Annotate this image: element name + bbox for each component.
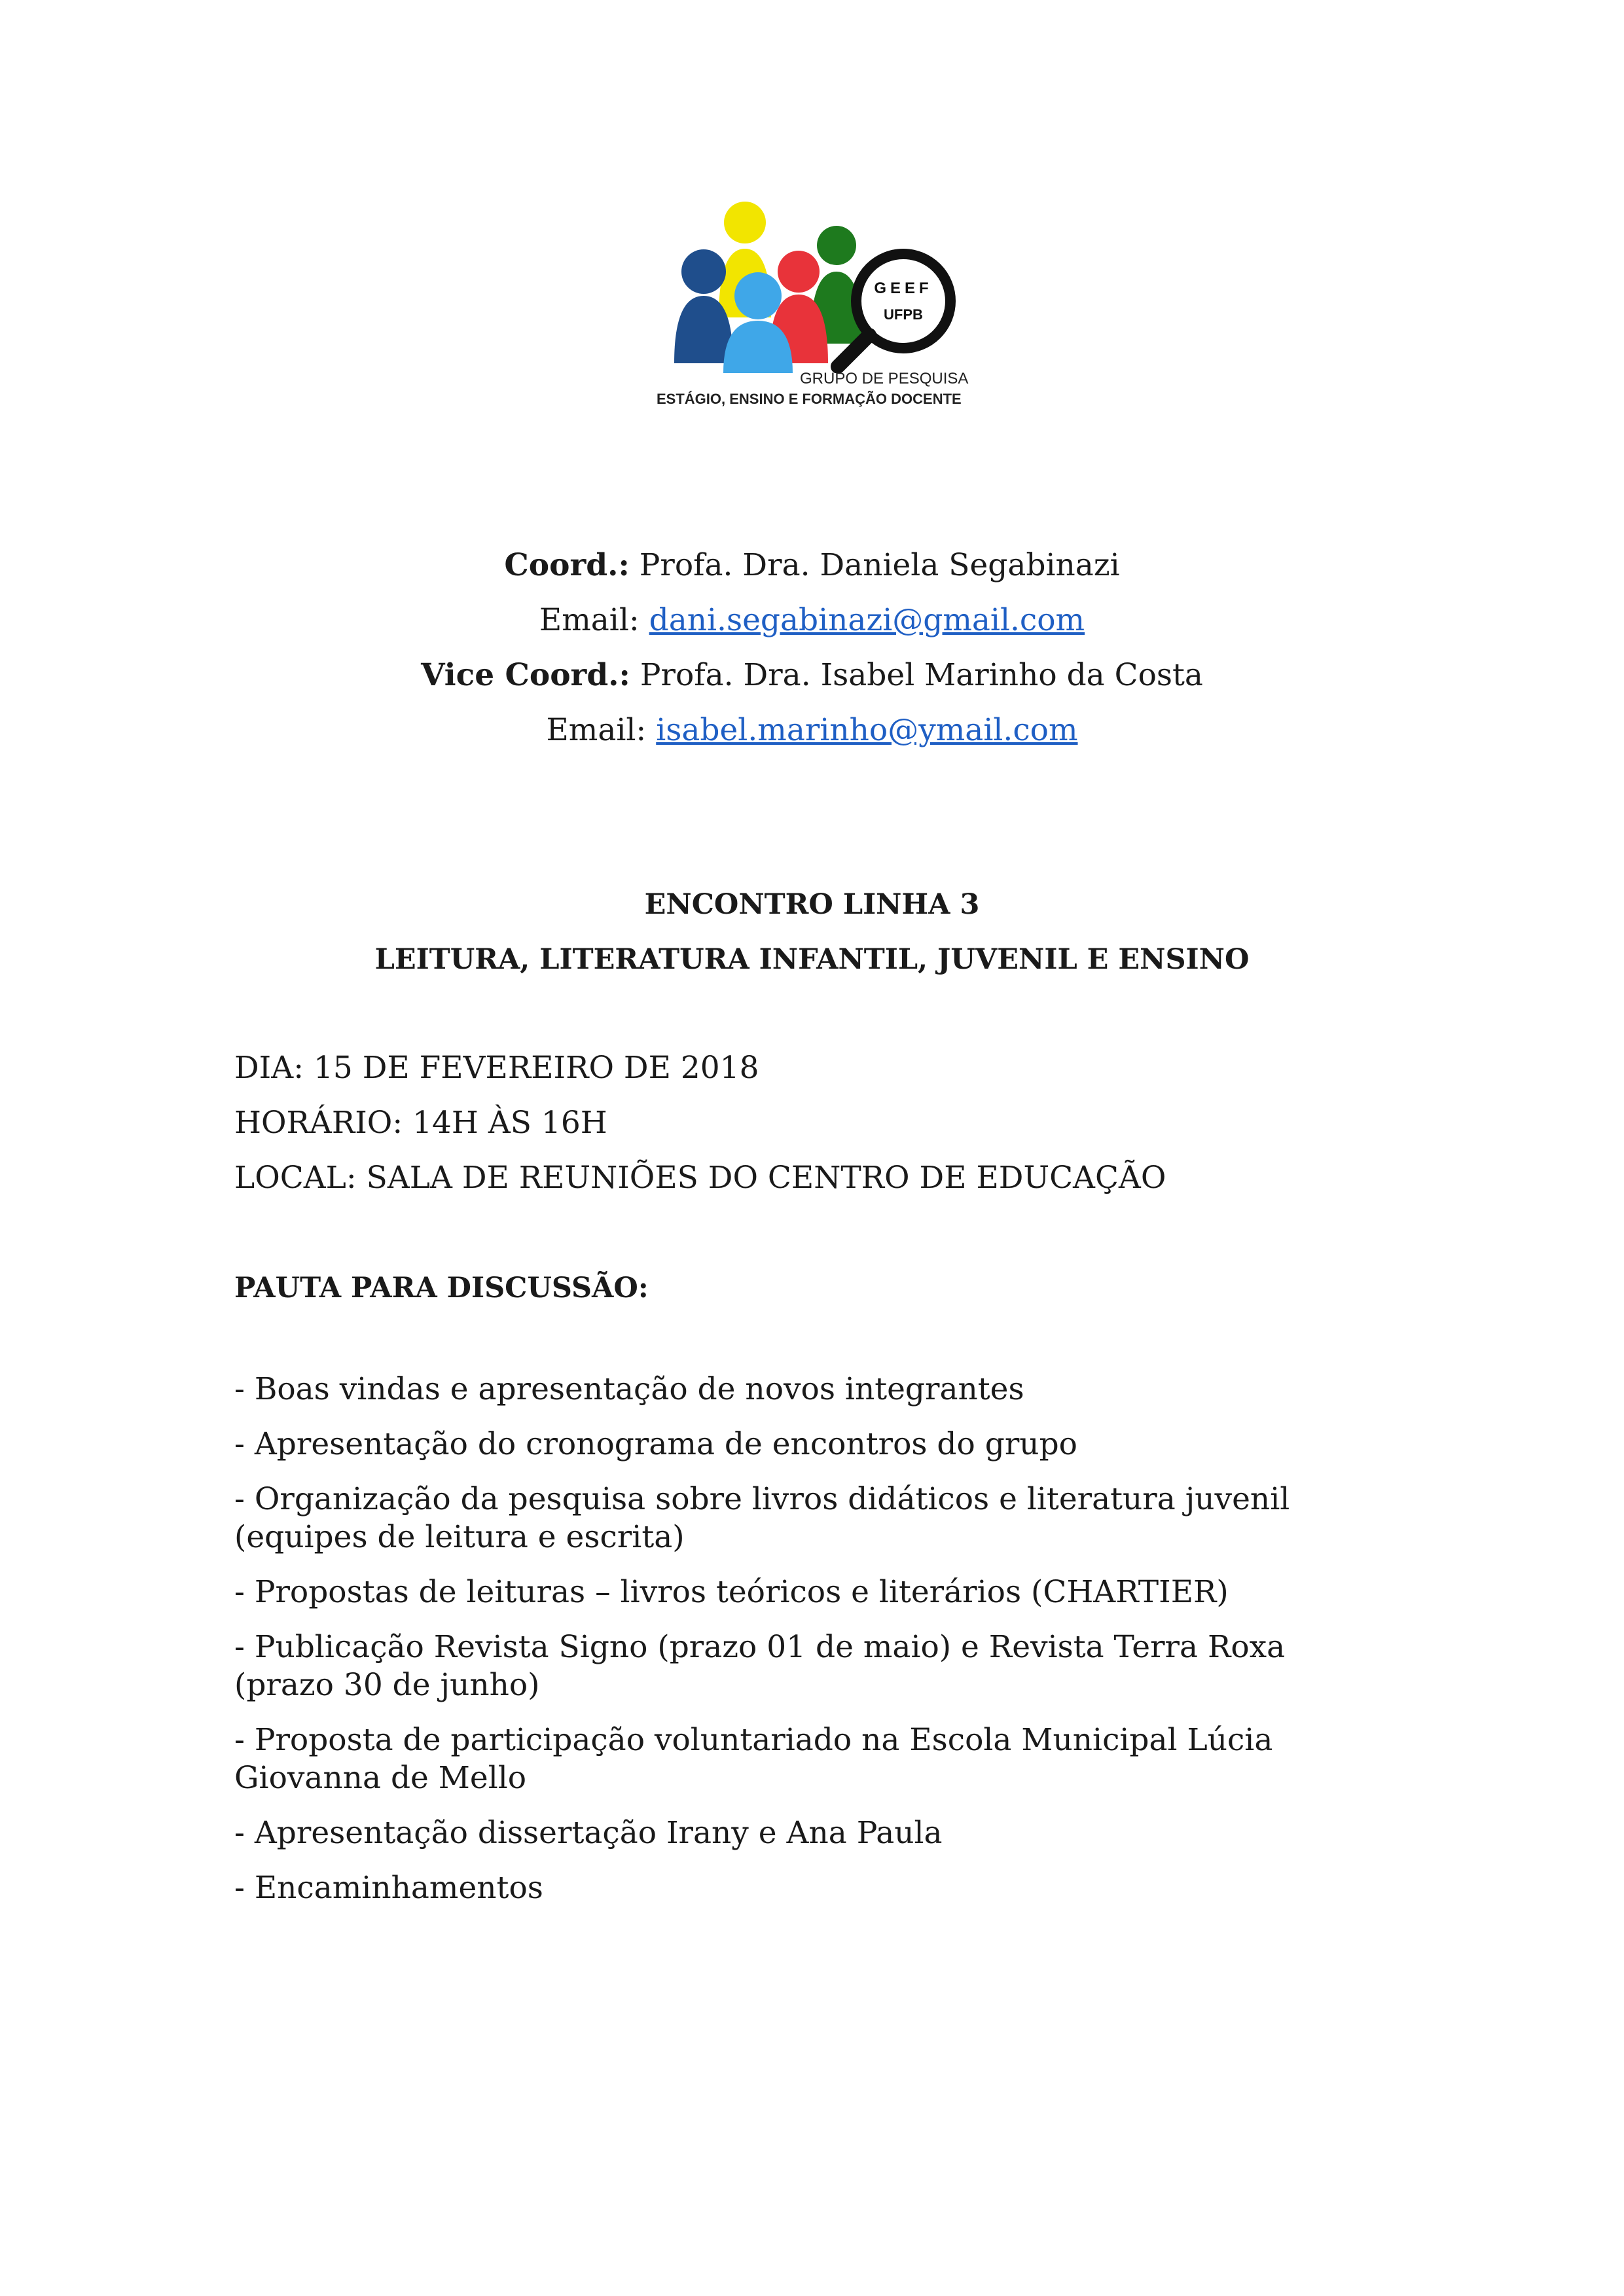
- meeting-place: LOCAL: SALA DE REUNIÕES DO CENTRO DE EDUCAÇÃO: [234, 1160, 1166, 1196]
- agenda-list: [234, 1371, 1360, 1924]
- coordinator-line: [196, 538, 1428, 593]
- group-people-magnifier-icon: [661, 183, 988, 373]
- agenda-item: - Encaminhamentos: [234, 1870, 543, 1906]
- agenda-item: - Apresentação do cronograma de encontros do grupo: [234, 1426, 1077, 1462]
- vice-coordinator-name: Profa. Dra. Isabel Marinho da Costa: [630, 657, 1203, 693]
- coordinator-label: Coord.:: [504, 547, 630, 583]
- badge-bottom: UFPB: [884, 306, 923, 323]
- meeting-title: ENCONTRO LINHA 3: [644, 888, 980, 921]
- agenda-heading: PAUTA PARA DISCUSSÃO:: [234, 1272, 649, 1304]
- meeting-details: [234, 1041, 1166, 1206]
- vice-coordinator-label: Vice Coord.:: [421, 657, 630, 693]
- coordinator-name: Profa. Dra. Daniela Segabinazi: [629, 547, 1120, 583]
- agenda-item: - Proposta de participação voluntariado na Escola Municipal Lúcia Giovanna de Mello: [234, 1722, 1273, 1796]
- vice-coordinator-email-line: [196, 703, 1428, 758]
- meeting-subtitle: LEITURA, LITERATURA INFANTIL, JUVENIL E ENSINO: [374, 943, 1250, 976]
- badge-top: GEEF: [874, 279, 933, 297]
- agenda-item: - Organização da pesquisa sobre livros didáticos e literatura juvenil (equipes de leitura e escrita): [234, 1481, 1290, 1555]
- email-label: Email:: [546, 712, 657, 748]
- coordinator-email-link[interactable]: dani.segabinazi@gmail.com: [649, 602, 1085, 638]
- logo-caption-line2: ESTÁGIO, ENSINO E FORMAÇÃO DOCENTE: [657, 391, 962, 407]
- vice-coordinator-line: [196, 648, 1428, 703]
- agenda-item: - Propostas de leituras – livros teóricos e literários (CHARTIER): [234, 1574, 1229, 1610]
- vice-coordinator-email-link[interactable]: isabel.marinho@ymail.com: [656, 712, 1078, 748]
- agenda-item: - Boas vindas e apresentação de novos integrantes: [234, 1371, 1024, 1407]
- coordinator-email-line: [196, 593, 1428, 648]
- email-label: Email:: [539, 602, 649, 638]
- agenda-item: - Publicação Revista Signo (prazo 01 de maio) e Revista Terra Roxa (prazo 30 de junho): [234, 1629, 1286, 1703]
- meeting-titles: [196, 877, 1428, 987]
- meeting-day: DIA: 15 DE FEVEREIRO DE 2018: [234, 1050, 759, 1086]
- logo-caption-line1: GRUPO DE PESQUISA: [800, 370, 969, 387]
- contacts-block: [196, 538, 1428, 758]
- agenda-item: - Apresentação dissertação Irany e Ana Paula: [234, 1815, 943, 1851]
- meeting-time: HORÁRIO: 14H ÀS 16H: [234, 1105, 607, 1141]
